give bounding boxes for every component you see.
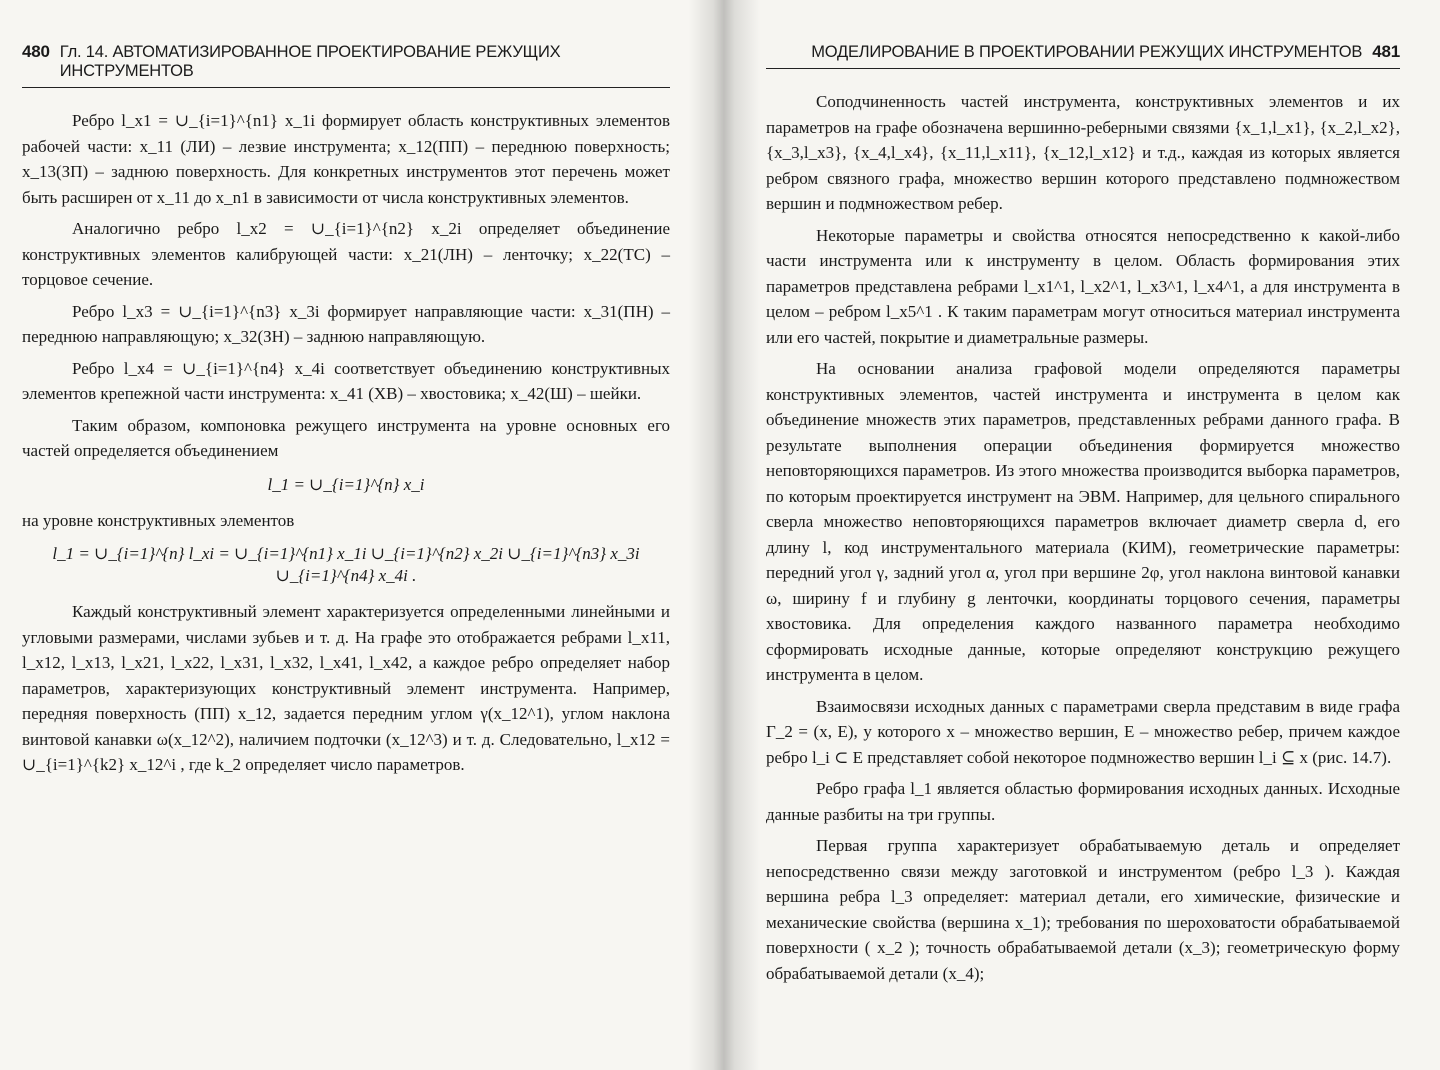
right-running-head: МОДЕЛИРОВАНИЕ В ПРОЕКТИРОВАНИИ РЕЖУЩИХ ИНСТРУМЕНТОВ: [811, 43, 1363, 61]
left-paragraph-7: Каждый конструктивный элемент характеризуется определенными линейными и угловыми размерами, числами зубьев и т. д. На графе это отображается ребрами l_x11, l_x12, l_x13, l_x21, l_x22, l_x31, l_x32, l_x41, l_x42, а каждое ребро определяет набор параметров, характеризующих конструктивный элемент инструмента. Например, передняя поверхность (ПП) x_12, задается передним углом γ(x_12^1), углом наклона винтовой канавки ω(x_12^2), наличием подточки (x_12^3) и т. д. Следовательно, l_x12 = ∪_{i=1}^{k2} x_12^i , где k_2 определяет число параметров.: [22, 602, 670, 774]
right-paragraph-4: Взаимосвязи исходных данных с параметрами сверла представим в виде графа Γ_2 = (x, E), у которого x – множество вершин, E – множество ребер, причем каждое ребро l_i ⊂ E представляет собой некоторое подмножество вершин l_i ⊆ x (рис. 14.7).: [766, 696, 1400, 767]
left-paragraph-2: Аналогично ребро l_x2 = ∪_{i=1}^{n2} x_2i определяет объединение конструктивных элементов калибрующей части: x_21(ЛН) – ленточку; x_22(ТС) – торцовое сечение.: [22, 219, 670, 289]
left-paragraph-4: Ребро l_x4 = ∪_{i=1}^{n4} x_4i соответствует объединению конструктивных элементов крепежной части инструмента: x_41 (ХВ) – хвостовика; x_42(Ш) – шейки.: [22, 358, 670, 403]
formula-union-parts: l_1 = ∪_{i=1}^{n} x_i: [267, 474, 425, 494]
left-paragraph-6: на уровне конструктивных элементов: [22, 510, 295, 530]
right-paragraph-2: Некоторые параметры и свойства относятся непосредственно к какой-либо части инструмента или к инструменту в целом. Область формирования этих параметров представлена ребрами l_x1^1, l_x2^1, l_x3^1, l_x4^1, а для инструмента в целом – ребром l_x5^1 . К таким параметрам могут относиться материал инструмента или его частей, покрытие и диаметральные размеры.: [766, 225, 1400, 347]
left-running-header: [22, 28, 670, 88]
left-page-number: 480: [22, 42, 50, 61]
right-paragraph-6: Первая группа характеризует обрабатываемую деталь и определяет непосредственно связи между заготовкой и инструментом (ребро l_3 ). Каждая вершина ребра l_3 определяет: материал детали, его химические, физические и механические свойства (вершина x_1); требования по шероховатости обрабатываемой поверхности ( x_2 ); точность обрабатываемой детали (x_3); геометрическую форму обрабатываемой детали (x_4);: [766, 836, 1400, 983]
right-paragraph-3: На основании анализа графовой модели определяются параметры конструктивных элементов, частей инструмента и инструмента в целом как объединение множеств этих параметров, представленных ребрами данного графа. В результате выполнения операции объединения формируется множество неповторяющихся параметров. Из этого множества производится выборка параметров, по которым проектируется инструмент на ЭВМ. Например, для цельного спирального сверла множество неповторяющихся параметров включает диаметр сверла d, его длину l, код инструментального материала (КИМ), геометрические параметры: передний угол γ, задний угол α, угол при вершине 2φ, угол наклона винтовой канавки ω, ширину f и глубину g ленточки, координаты торцового сечения, параметры хвостовика. Для определения каждого названного параметра необходимо сформировать исходные данные, которые определяют конструкцию режущего инструмента в целом.: [766, 359, 1400, 684]
left-paragraph-5: Таким образом, компоновка режущего инструмента на уровне основных его частей определяется объединением: [22, 415, 670, 460]
right-running-header: [766, 28, 1400, 69]
right-page-number: 481: [1372, 42, 1400, 61]
formula-union-elements: l_1 = ∪_{i=1}^{n} l_xi = ∪_{i=1}^{n1} x_1i ∪_{i=1}^{n2} x_2i ∪_{i=1}^{n3} x_3i ∪_{i=1}^{n4} x_4i .: [52, 544, 640, 585]
right-paragraph-1: Соподчиненность частей инструмента, конструктивных элементов и их параметров на графе обозначена вершинно-реберными связями {x_1,l_x1}, {x_2,l_x2}, {x_3,l_x3}, {x_4,l_x4}, {x_11,l_x11}, {x_12,l_x12} и т.д., каждая из которых является ребром связного графа, множество вершин которого представлено подмножеством вершин и подмножеством ребер.: [766, 92, 1400, 213]
left-paragraph-1: Ребро l_x1 = ∪_{i=1}^{n1} x_1i формирует область конструктивных элементов рабочей части: x_11 (ЛИ) – лезвие инструмента; x_12(ПП) – переднюю поверхность; x_13(ЗП) – заднюю поверхность. Для конкретных инструментов этот перечень может быть расширен от x_11 до x_n1 в зависимости от числа конструктивных элементов.: [22, 111, 670, 207]
left-paragraph-3: Ребро l_x3 = ∪_{i=1}^{n3} x_3i формирует направляющие части: x_31(ПН) – переднюю направляющую; x_32(ЗН) – заднюю направляющую.: [22, 301, 670, 346]
right-paragraph-5: Ребро графа l_1 является областью формирования исходных данных. Исходные данные разбиты на три группы.: [766, 779, 1400, 824]
left-running-head: Гл. 14. АВТОМАТИЗИРОВАННОЕ ПРОЕКТИРОВАНИЕ РЕЖУЩИХ ИНСТРУМЕНТОВ: [59, 43, 561, 80]
left-page: [0, 0, 700, 1070]
right-page: [700, 0, 1440, 1070]
